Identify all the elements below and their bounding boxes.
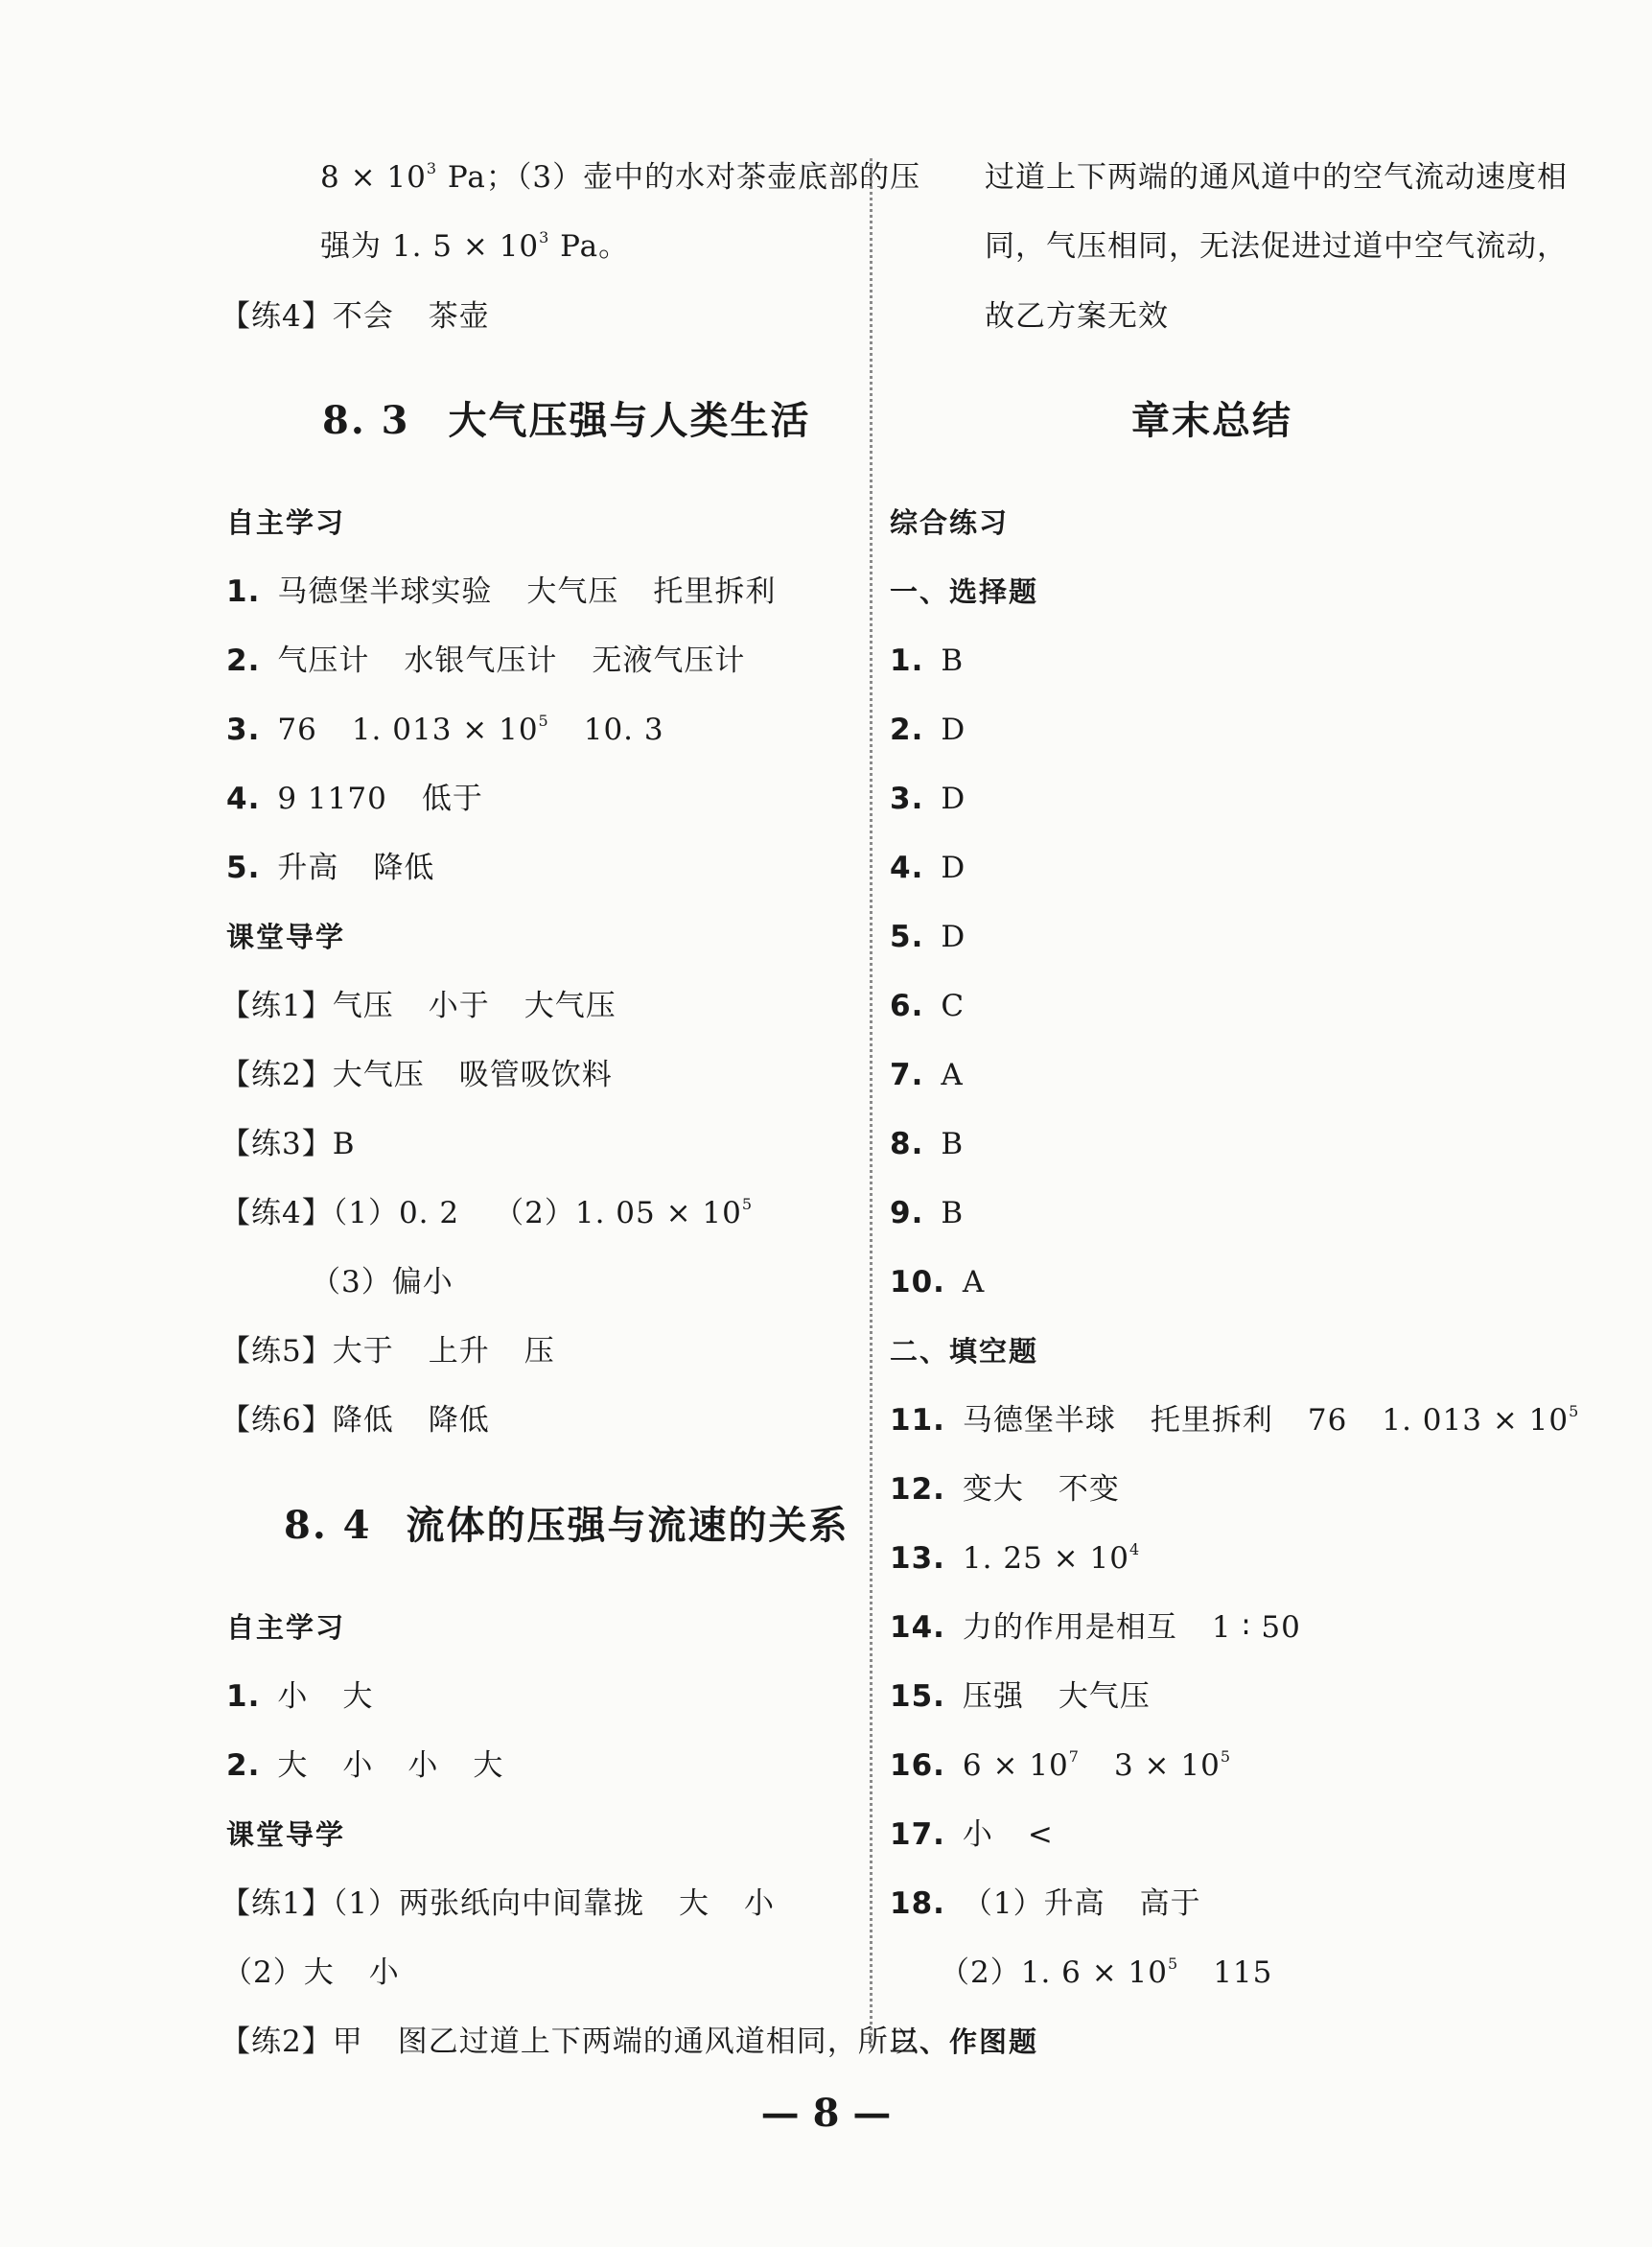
practice-answer: （3）偏小 bbox=[311, 1265, 454, 1299]
question-answer: 2. 大 小 小 大 bbox=[226, 1748, 504, 1783]
practice-answer: （2）大 小 bbox=[222, 1955, 400, 1990]
question-answer: 1. 马德堡半球实验 大气压 托里拆利 bbox=[226, 574, 777, 609]
question-answer: 4. D bbox=[890, 851, 966, 885]
question-answer: 1. B bbox=[890, 644, 965, 678]
page-number: — 8 — bbox=[760, 2091, 892, 2136]
question-answer: 3. 76 1. $013 \times 10^5$ 10. 3 bbox=[226, 712, 664, 747]
subsection-title: 课堂导学 bbox=[226, 1818, 346, 1851]
question-answer: 2. D bbox=[890, 713, 966, 747]
section-heading-8-3: 8. 3 大气压强与人类生活 bbox=[322, 398, 811, 443]
question-answer: 17. 小 < bbox=[890, 1817, 1054, 1852]
answer-continuation-line: 故乙方案无效 bbox=[985, 299, 1169, 334]
question-answer: 6. C bbox=[890, 989, 966, 1023]
subsection-title: 自主学习 bbox=[226, 1611, 346, 1644]
practice-answer: 【练5】大于 上升 压 bbox=[221, 1334, 555, 1369]
question-answer: （2）1. $6 \times 10^5$ 115 bbox=[940, 1954, 1273, 1990]
question-answer: 5. D bbox=[890, 920, 966, 954]
section-heading-8-4: 8. 4 流体的压强与流速的关系 bbox=[284, 1503, 849, 1548]
question-answer: 3. D bbox=[890, 782, 966, 816]
answer-continuation-line: 强为 1. $5 \times 10^3$ Pa。 bbox=[320, 228, 630, 264]
question-answer: 11. 马德堡半球 托里拆利 76 1. $013 \times 10^5$ bbox=[890, 1402, 1580, 1438]
question-answer: 18. （1）升高 高于 bbox=[890, 1886, 1201, 1921]
subsection-title: 自主学习 bbox=[226, 506, 346, 539]
question-answer: 9. B bbox=[890, 1196, 965, 1230]
question-answer: 5. 升高 降低 bbox=[226, 851, 435, 885]
column-divider bbox=[870, 158, 873, 2048]
practice-answer: 【练2】甲 图乙过道上下两端的通风道相同，所以 bbox=[221, 2025, 919, 2059]
answer-continuation-line: $8 \times 10^3$ Pa；（3）壶中的水对茶壶底部的压 bbox=[320, 159, 921, 195]
practice-answer: 【练2】大气压 吸管吸饮料 bbox=[221, 1058, 613, 1092]
practice-answer: 【练6】降低 降低 bbox=[221, 1403, 490, 1438]
practice-answer: 【练3】B bbox=[221, 1127, 356, 1161]
practice-answer: 【练1】（1）两张纸向中间靠拢 大 小 bbox=[221, 1886, 775, 1921]
question-type-title: 三、作图题 bbox=[890, 2025, 1039, 2058]
question-type-title: 二、填空题 bbox=[890, 1335, 1039, 1368]
question-answer: 10. A bbox=[890, 1265, 986, 1299]
practice-answer: 【练1】气压 小于 大气压 bbox=[221, 989, 617, 1023]
practice-answer: 【练4】（1）0. 2 （2）1. $05 \times 10^5$ bbox=[221, 1195, 754, 1230]
question-answer: 7. A bbox=[890, 1058, 964, 1092]
chapter-summary-heading: 章末总结 bbox=[1131, 398, 1292, 443]
answer-continuation-line: 同，气压相同，无法促进过道中空气流动， bbox=[985, 229, 1568, 264]
question-answer: 14. 力的作用是相互 1 ∶ 50 bbox=[890, 1610, 1301, 1645]
question-answer: 1. 小 大 bbox=[226, 1679, 374, 1714]
question-answer: 8. B bbox=[890, 1127, 965, 1161]
answer-continuation-line: 过道上下两端的通风道中的空气流动速度相 bbox=[985, 160, 1568, 195]
question-answer: 13. 1. $25 \times 10^4$ bbox=[890, 1540, 1141, 1576]
question-answer: 12. 变大 不变 bbox=[890, 1472, 1120, 1507]
subsection-title: 综合练习 bbox=[890, 506, 1010, 539]
question-answer: 4. 9 1170 低于 bbox=[226, 782, 483, 816]
question-type-title: 一、选择题 bbox=[890, 575, 1039, 608]
subsection-title: 课堂导学 bbox=[226, 921, 346, 953]
practice-answer: 【练4】不会 茶壶 bbox=[221, 299, 490, 334]
question-answer: 16. $6 \times 10^7$ $3 \times 10^5$ bbox=[890, 1747, 1232, 1783]
question-answer: 15. 压强 大气压 bbox=[890, 1679, 1151, 1714]
question-answer: 2. 气压计 水银气压计 无液气压计 bbox=[226, 644, 746, 678]
